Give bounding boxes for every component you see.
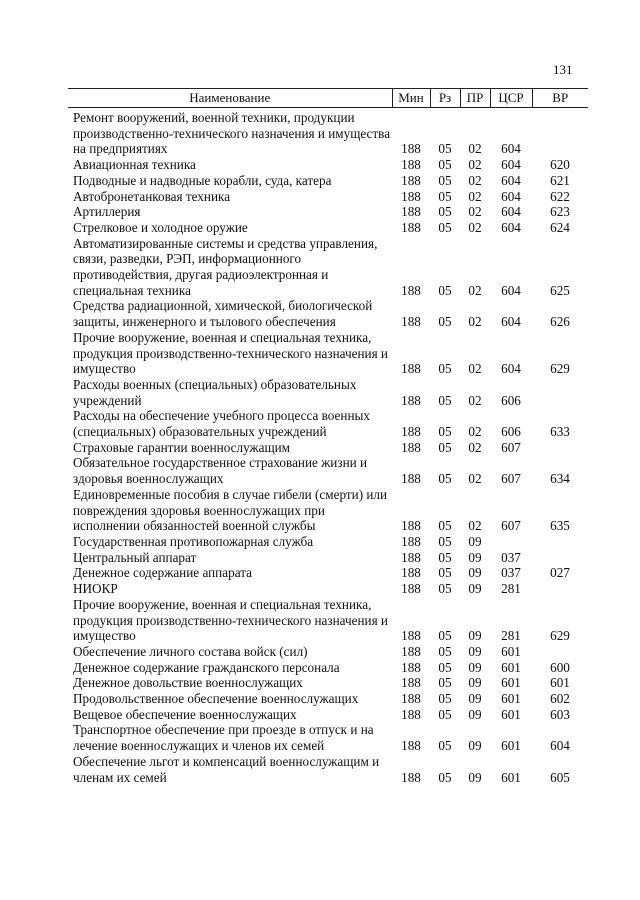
table-row (68, 157, 588, 173)
row-name: Расходы на обеспечение учебного процесса военных (специальных) образовательных учреждений (73, 408, 370, 440)
row-min: 188 (401, 691, 421, 707)
table-row (68, 108, 588, 158)
table-row (68, 377, 588, 408)
row-min: 188 (401, 157, 421, 173)
row-vr: 621 (550, 172, 570, 188)
row-csr: 606 (501, 392, 521, 408)
table-row (68, 675, 588, 691)
row-min: 188 (401, 533, 421, 549)
row-min: 188 (401, 643, 421, 659)
row-name: Денежное содержание гражданского персонала (73, 659, 340, 675)
table-row (68, 534, 588, 550)
row-vr (532, 644, 588, 660)
row-vr: 633 (550, 424, 570, 440)
row-rz: 05 (438, 643, 452, 659)
row-min: 188 (401, 706, 421, 722)
row-name: НИОКР (73, 581, 118, 597)
row-vr: 602 (550, 691, 570, 707)
row-name: Государственная противопожарная служба (73, 533, 314, 549)
row-vr: 634 (550, 471, 570, 487)
row-vr: 620 (550, 157, 570, 173)
row-csr: 604 (501, 157, 521, 173)
row-pr: 09 (468, 738, 482, 754)
row-vr: 622 (550, 188, 570, 204)
row-name: Стрелковое и холодное оружие (73, 219, 248, 235)
row-vr: 624 (550, 219, 570, 235)
table-row (68, 722, 588, 753)
row-name: Вещевое обеспечение военнослужащих (73, 706, 297, 722)
budget-table (68, 88, 588, 785)
row-csr (490, 534, 532, 550)
table-row (68, 581, 588, 597)
row-pr: 09 (468, 706, 482, 722)
column-header-vr: ВР (532, 89, 588, 108)
row-pr: 02 (468, 518, 482, 534)
row-min: 188 (401, 769, 421, 785)
row-csr: 281 (501, 628, 521, 644)
table-row (68, 597, 588, 644)
row-min: 188 (401, 439, 421, 455)
row-name: Расходы военных (специальных) образовательных учреждений (73, 376, 357, 408)
row-pr: 09 (468, 691, 482, 707)
row-pr: 09 (468, 533, 482, 549)
row-pr: 09 (468, 628, 482, 644)
row-min: 188 (401, 172, 421, 188)
row-min: 188 (401, 659, 421, 675)
column-header-csr: ЦСР (490, 89, 532, 108)
row-rz: 05 (438, 533, 452, 549)
row-vr (532, 440, 588, 456)
row-rz: 05 (438, 392, 452, 408)
row-pr: 09 (468, 581, 482, 597)
row-min: 188 (401, 628, 421, 644)
column-header-min: Мин (392, 89, 430, 108)
column-header-name: Наименование (68, 89, 392, 108)
table-row (68, 173, 588, 189)
table-row (68, 644, 588, 660)
row-pr: 02 (468, 424, 482, 440)
column-header-pr: ПР (460, 89, 490, 108)
row-vr: 623 (550, 204, 570, 220)
row-min: 188 (401, 471, 421, 487)
row-rz: 05 (438, 172, 452, 188)
row-csr: 604 (501, 314, 521, 330)
row-name: Единовременные пособия в случае гибели (смерти) или повреждения здоровья военнослужащих при исполнении обязанностей военной службы (73, 486, 388, 534)
row-rz: 05 (438, 675, 452, 691)
row-min: 188 (401, 565, 421, 581)
row-rz: 05 (438, 471, 452, 487)
row-rz: 05 (438, 439, 452, 455)
row-pr: 02 (468, 282, 482, 298)
row-min: 188 (401, 188, 421, 204)
row-min: 188 (401, 675, 421, 691)
row-pr: 02 (468, 439, 482, 455)
table-row (68, 330, 588, 377)
row-csr: 607 (501, 471, 521, 487)
row-vr (532, 534, 588, 550)
row-vr (532, 550, 588, 566)
row-name: Центральный аппарат (73, 549, 197, 565)
row-name: Обязательное государственное страхование жизни и здоровья военнослужащих (73, 455, 368, 487)
table-row (68, 660, 588, 676)
table-row (68, 189, 588, 205)
row-rz: 05 (438, 659, 452, 675)
row-rz: 05 (438, 141, 452, 157)
row-csr: 601 (501, 643, 521, 659)
row-min: 188 (401, 141, 421, 157)
row-pr: 09 (468, 659, 482, 675)
row-csr: 607 (501, 518, 521, 534)
row-csr: 606 (501, 424, 521, 440)
row-pr: 09 (468, 565, 482, 581)
row-name: Продовольственное обеспечение военнослужащих (73, 691, 359, 707)
row-csr: 604 (501, 219, 521, 235)
row-vr (532, 108, 588, 158)
table-row (68, 236, 588, 299)
row-name: Обеспечение льгот и компенсаций военнослужащим и членам их семей (73, 753, 380, 785)
row-vr: 625 (550, 282, 570, 298)
table-row (68, 754, 588, 785)
row-min: 188 (401, 424, 421, 440)
row-name: Ремонт вооружений, военной техники, продукции производственно-технического назначения и имущества на предприятиях (73, 110, 391, 157)
row-csr: 601 (501, 675, 521, 691)
header-row (68, 89, 588, 108)
row-csr: 601 (501, 691, 521, 707)
row-name: Автобронетанковая техника (73, 188, 231, 204)
row-name: Прочие вооружение, военная и специальная техника, продукция производственно-технического назначения и имущество (73, 329, 388, 377)
row-name: Авиационная техника (73, 157, 196, 173)
row-rz: 05 (438, 282, 452, 298)
row-vr: 629 (550, 628, 570, 644)
row-rz: 05 (438, 219, 452, 235)
row-rz: 05 (438, 691, 452, 707)
row-pr: 02 (468, 314, 482, 330)
row-pr: 02 (468, 141, 482, 157)
row-csr: 604 (501, 282, 521, 298)
row-pr: 09 (468, 675, 482, 691)
row-csr: 037 (501, 549, 521, 565)
row-name: Транспортное обеспечение при проезде в отпуск и на лечение военнослужащих и членов их семей (73, 722, 374, 754)
row-csr: 604 (501, 141, 521, 157)
row-pr: 02 (468, 204, 482, 220)
row-pr: 09 (468, 643, 482, 659)
row-name: Обеспечение личного состава войск (сил) (73, 643, 308, 659)
table-row (68, 487, 588, 534)
row-csr: 601 (501, 706, 521, 722)
row-rz: 05 (438, 581, 452, 597)
row-pr: 02 (468, 392, 482, 408)
page-number: 131 (553, 62, 573, 77)
row-rz: 05 (438, 549, 452, 565)
row-min: 188 (401, 581, 421, 597)
row-csr: 601 (501, 659, 521, 675)
row-vr (532, 581, 588, 597)
row-rz: 05 (438, 628, 452, 644)
row-name: Подводные и надводные корабли, суда, катера (73, 172, 332, 188)
row-vr: 626 (550, 314, 570, 330)
table-row (68, 298, 588, 329)
row-rz: 05 (438, 361, 452, 377)
row-pr: 02 (468, 157, 482, 173)
row-name: Автоматизированные системы и средства управления, связи, разведки, РЭП, информационного противодействия, другая радиоэлектронная и специальная техника (73, 235, 378, 298)
row-rz: 05 (438, 769, 452, 785)
column-header-rz: Рз (430, 89, 460, 108)
row-rz: 05 (438, 204, 452, 220)
table-row (68, 408, 588, 439)
row-pr: 02 (468, 471, 482, 487)
table-row (68, 440, 588, 456)
row-vr: 600 (550, 659, 570, 675)
row-csr: 281 (501, 581, 521, 597)
row-csr: 607 (501, 439, 521, 455)
row-csr: 601 (501, 769, 521, 785)
row-min: 188 (401, 549, 421, 565)
row-vr: 629 (550, 361, 570, 377)
table-row (68, 691, 588, 707)
row-csr: 601 (501, 738, 521, 754)
row-pr: 09 (468, 549, 482, 565)
row-csr: 604 (501, 172, 521, 188)
row-name: Артиллерия (73, 204, 141, 220)
row-min: 188 (401, 392, 421, 408)
row-vr: 635 (550, 518, 570, 534)
row-vr: 601 (550, 675, 570, 691)
row-csr: 604 (501, 361, 521, 377)
row-vr: 603 (550, 706, 570, 722)
row-rz: 05 (438, 424, 452, 440)
row-vr (532, 377, 588, 408)
row-rz: 05 (438, 188, 452, 204)
row-min: 188 (401, 204, 421, 220)
row-name: Прочие вооружение, военная и специальная техника, продукция производственно-технического назначения и имущество (73, 596, 388, 644)
row-rz: 05 (438, 157, 452, 173)
row-rz: 05 (438, 518, 452, 534)
row-vr: 604 (550, 738, 570, 754)
row-pr: 02 (468, 361, 482, 377)
row-min: 188 (401, 361, 421, 377)
table-row (68, 707, 588, 723)
row-min: 188 (401, 314, 421, 330)
row-csr: 604 (501, 188, 521, 204)
table-body (68, 108, 588, 786)
table-row (68, 565, 588, 581)
row-pr: 02 (468, 172, 482, 188)
table-row (68, 455, 588, 486)
row-name: Страховые гарантии военнослужащим (73, 439, 291, 455)
row-rz: 05 (438, 738, 452, 754)
row-rz: 05 (438, 706, 452, 722)
row-rz: 05 (438, 314, 452, 330)
row-min: 188 (401, 518, 421, 534)
row-min: 188 (401, 282, 421, 298)
table-row (68, 220, 588, 236)
table-row (68, 550, 588, 566)
table-header (68, 89, 588, 108)
row-pr: 02 (468, 219, 482, 235)
row-vr: 027 (550, 565, 570, 581)
row-min: 188 (401, 738, 421, 754)
row-pr: 02 (468, 188, 482, 204)
row-vr: 605 (550, 769, 570, 785)
row-min: 188 (401, 219, 421, 235)
row-pr: 09 (468, 769, 482, 785)
row-rz: 05 (438, 565, 452, 581)
row-csr: 604 (501, 204, 521, 220)
row-csr: 037 (501, 565, 521, 581)
row-name: Средства радиационной, химической, биологической защиты, инженерного и тылового обеспечения (73, 298, 373, 330)
table-row (68, 204, 588, 220)
row-name: Денежное содержание аппарата (73, 565, 252, 581)
row-name: Денежное довольствие военнослужащих (73, 675, 303, 691)
